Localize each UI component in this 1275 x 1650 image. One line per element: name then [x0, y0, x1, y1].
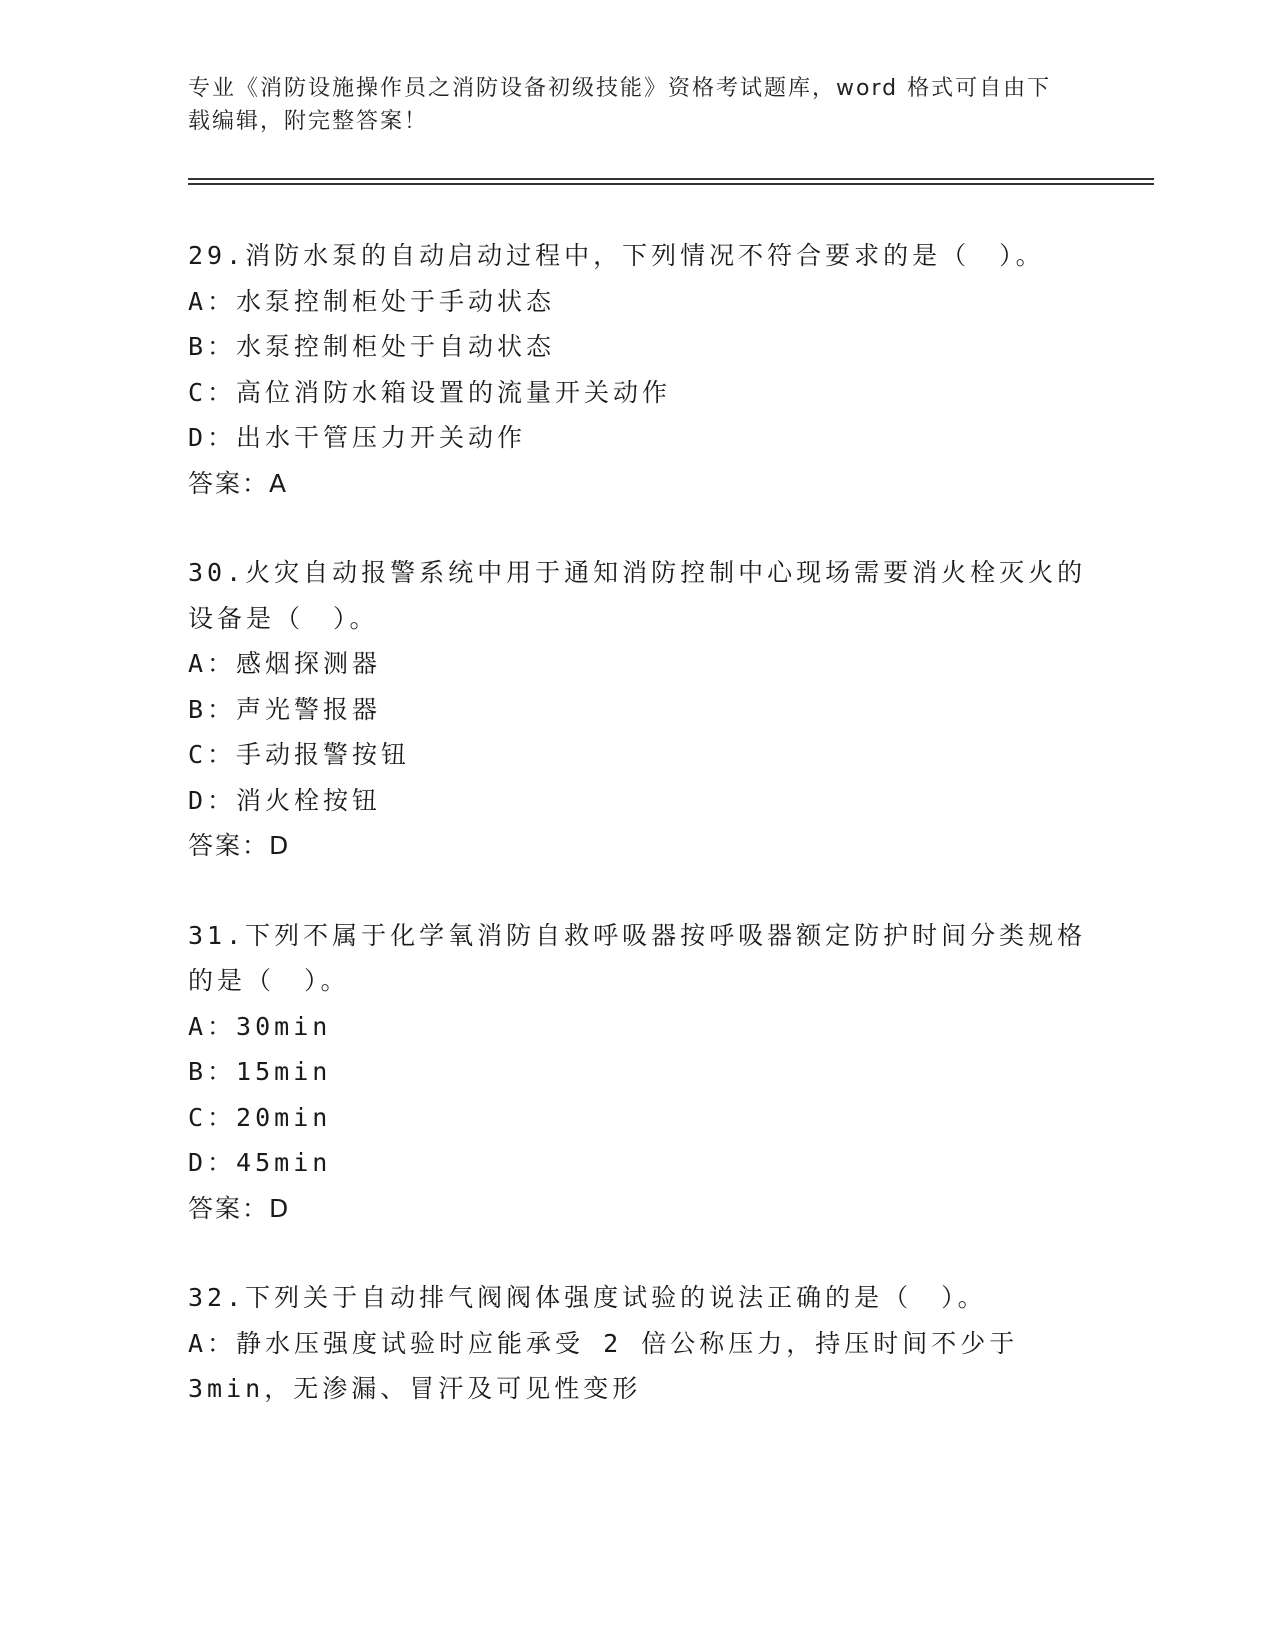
- option-a: A：静水压强度试验时应能承受 2 倍公称压力，持压时间不少于 3min，无渗漏、冒汗及可见性变形: [188, 1328, 1019, 1403]
- question-31: [188, 913, 1088, 1232]
- question-list: [188, 233, 1088, 1456]
- option-c: C：手动报警按钮: [188, 740, 411, 769]
- question-stem: 32.下列关于自动排气阀阀体强度试验的说法正确的是（ ）。: [188, 1283, 987, 1312]
- option-b: B：声光警报器: [188, 694, 382, 724]
- option-b: B：15min: [188, 1057, 332, 1086]
- option-d: D：45min: [188, 1148, 332, 1177]
- answer-line: 答案：D: [188, 1193, 291, 1223]
- option-c: C：20min: [188, 1102, 332, 1132]
- question-30: [188, 550, 1088, 869]
- option-a: A：30min: [188, 1011, 332, 1041]
- header-line-1: 专业《消防设施操作员之消防设备初级技能》资格考试题库，word 格式可自由下: [188, 76, 1052, 101]
- question-29: [188, 233, 1088, 506]
- option-a: A：感烟探测器: [188, 649, 382, 678]
- document-header: [188, 72, 1088, 138]
- header-line-2: 载编辑，附完整答案！: [188, 109, 429, 134]
- question-32: [188, 1275, 1088, 1412]
- answer-line: 答案：D: [188, 831, 291, 860]
- option-c: C：高位消防水箱设置的流量开关动作: [188, 377, 672, 407]
- question-stem: 29.消防水泵的自动启动过程中，下列情况不符合要求的是（ ）。: [188, 241, 1045, 270]
- option-d: D：出水干管压力开关动作: [188, 423, 527, 452]
- option-a: A：水泵控制柜处于手动状态: [188, 286, 556, 316]
- header-divider-top: [188, 178, 1154, 180]
- question-stem: 30.火灾自动报警系统中用于通知消防控制中心现场需要消火栓灭火的设备是（ ）。: [188, 558, 1087, 633]
- question-stem: 31.下列不属于化学氧消防自救呼吸器按呼吸器额定防护时间分类规格的是（ ）。: [188, 920, 1087, 995]
- option-d: D：消火栓按钮: [188, 785, 382, 815]
- answer-line: 答案：A: [188, 468, 289, 498]
- option-b: B：水泵控制柜处于自动状态: [188, 332, 556, 361]
- header-divider-bottom: [188, 183, 1154, 185]
